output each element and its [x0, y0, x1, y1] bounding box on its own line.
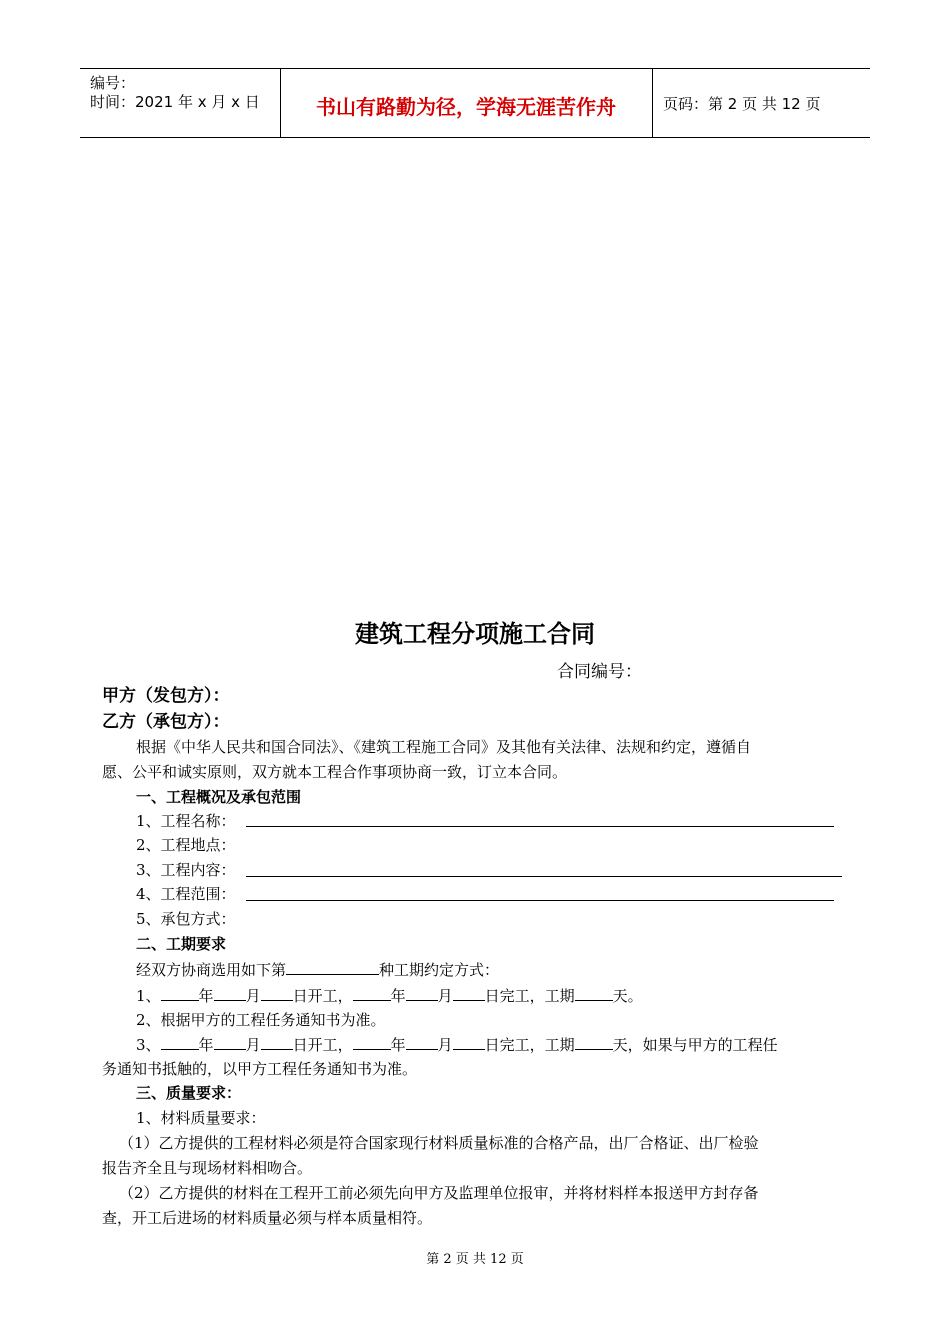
- intro-line-1: 根据《中华人民共和国合同法》、《建筑工程施工合同》及其他有关法律、法规和约定，遵循自: [136, 738, 752, 756]
- year-label: 年: [390, 1036, 406, 1054]
- month-label: 月: [245, 1036, 261, 1054]
- start-label: 日开工，: [292, 1036, 353, 1054]
- project-scope-blank: [246, 900, 834, 901]
- schedule-choice-prefix: 经双方协商选用如下第: [136, 961, 287, 979]
- option-3-prefix: 3、: [136, 1036, 161, 1054]
- schedule-choice-line: [136, 959, 499, 980]
- schedule-option-1: [136, 985, 643, 1006]
- contract-method-label: 5、承包方式：: [136, 910, 236, 928]
- section-3-heading: 三、质量要求：: [136, 1084, 242, 1102]
- intro-line-2: 愿、公平和诚实原则，双方就本工程合作事项协商一致，订立本合同。: [102, 763, 568, 781]
- end-label: 日完工，工期: [484, 987, 575, 1005]
- days-label: 天。: [612, 987, 643, 1005]
- page-header: [80, 68, 870, 138]
- project-content-label: 3、工程内容：: [136, 861, 236, 879]
- document-title: 建筑工程分项施工合同: [355, 620, 595, 648]
- month-label: 月: [245, 987, 261, 1005]
- schedule-option-3-line-2: 务通知书抵触的，以甲方工程任务通知书为准。: [102, 1060, 418, 1078]
- end-year-blank: [353, 1034, 391, 1050]
- quality-item-2-line-1: （2）乙方提供的材料在工程开工前必须先向甲方及监理单位报审，并将材料样本报送甲方封存备: [119, 1184, 759, 1202]
- schedule-option-3: [136, 1034, 778, 1055]
- start-year-blank: [161, 1034, 199, 1050]
- month-label: 月: [437, 987, 453, 1005]
- date-label: 时间：2021 年 x 月 x 日: [90, 93, 260, 111]
- start-year-blank: [161, 985, 199, 1001]
- start-label: 日开工，: [292, 987, 353, 1005]
- project-location-label: 2、工程地点：: [136, 836, 236, 854]
- header-meta-cell: [80, 69, 281, 137]
- duration-blank: [575, 1034, 613, 1050]
- material-quality-subheading: 1、材料质量要求：: [136, 1109, 266, 1127]
- schedule-choice-suffix: 种工期约定方式：: [379, 961, 500, 979]
- quality-item-2-line-2: 查，开工后进场的材料质量必须与样本质量相符。: [102, 1209, 433, 1227]
- start-month-blank: [214, 985, 246, 1001]
- end-day-blank: [453, 985, 485, 1001]
- project-name-label: 1、工程名称：: [136, 812, 236, 830]
- section-2-heading: 二、工期要求: [136, 935, 227, 953]
- end-day-blank: [453, 1034, 485, 1050]
- party-b-label: 乙方（承包方）：: [102, 712, 230, 732]
- end-month-blank: [406, 985, 438, 1001]
- header-slogan-cell: [280, 69, 653, 137]
- end-year-blank: [353, 985, 391, 1001]
- project-name-blank: [246, 826, 834, 827]
- duration-blank: [575, 985, 613, 1001]
- contract-number-label: 合同编号：: [557, 662, 642, 682]
- year-label: 年: [198, 1036, 214, 1054]
- schedule-option-2: 2、根据甲方的工程任务通知书为准。: [136, 1011, 386, 1029]
- project-content-blank: [246, 876, 842, 877]
- month-label: 月: [437, 1036, 453, 1054]
- quality-item-1-line-1: （1）乙方提供的工程材料必须是符合国家现行材料质量标准的合格产品，出厂合格证、出厂检验: [119, 1134, 759, 1152]
- end-month-blank: [406, 1034, 438, 1050]
- option-3-tail: 天，如果与甲方的工程任: [612, 1036, 778, 1054]
- section-1-heading: 一、工程概况及承包范围: [136, 788, 302, 806]
- slogan: 书山有路勤为径，学海无涯苦作舟: [316, 95, 616, 119]
- year-label: 年: [390, 987, 406, 1005]
- page-info: 页码：第 2 页 共 12 页: [663, 95, 821, 113]
- end-label: 日完工，工期: [484, 1036, 575, 1054]
- page-footer: 第 2 页 共 12 页: [426, 1252, 524, 1267]
- number-label: 编号：: [90, 74, 136, 92]
- header-page-cell: [653, 69, 870, 137]
- schedule-choice-blank: [286, 959, 379, 975]
- start-month-blank: [214, 1034, 246, 1050]
- party-a-label: 甲方（发包方）：: [102, 686, 230, 706]
- year-label: 年: [198, 987, 214, 1005]
- start-day-blank: [261, 1034, 293, 1050]
- project-scope-label: 4、工程范围：: [136, 885, 236, 903]
- start-day-blank: [261, 985, 293, 1001]
- quality-item-1-line-2: 报告齐全且与现场材料相吻合。: [102, 1159, 313, 1177]
- option-1-prefix: 1、: [136, 987, 161, 1005]
